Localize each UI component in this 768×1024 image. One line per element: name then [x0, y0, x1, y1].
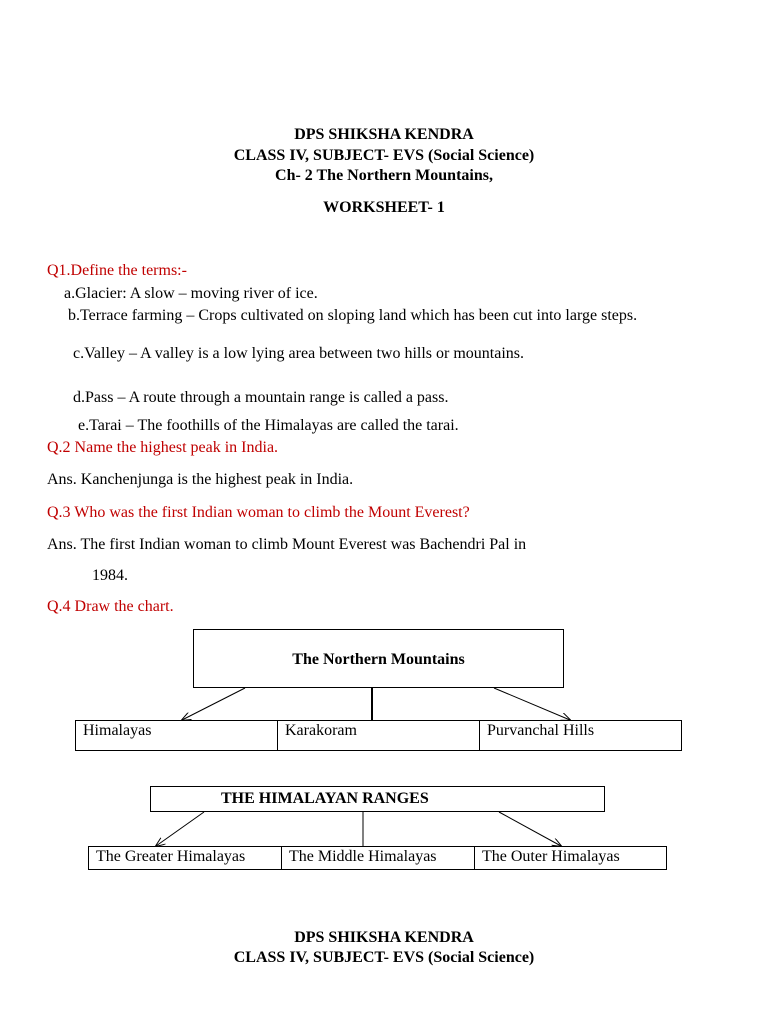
q1-item-d-marker: d. [73, 389, 85, 406]
q1-item-a-text: Glacier: A slow – moving river of ice. [75, 285, 318, 302]
chart1-child-himalayas: Himalayas [76, 721, 278, 750]
chart2-children-row [88, 846, 667, 870]
q2-question: Q.2 Name the highest peak in India. [47, 439, 279, 456]
chart1-child-purvanchal: Purvanchal Hills [487, 722, 595, 739]
school-name: DPS SHIKSHA KENDRA [294, 126, 474, 143]
chart1-child-karakoram: Karakoram [278, 721, 480, 750]
q1-item-e-text: Tarai – The foothills of the Himalayas are called the tarai. [89, 417, 459, 434]
chart2-title: THE HIMALAYAN RANGES [221, 790, 429, 807]
q4-question: Q.4 Draw the chart. [47, 598, 174, 615]
q1-item-c-marker: c. [73, 345, 85, 362]
q3-answer-line2: 1984. [92, 567, 128, 584]
footer-class-subject: CLASS IV, SUBJECT- EVS (Social Science) [233, 949, 535, 966]
chart2-child-greater: The Greater Himalayas [89, 847, 282, 869]
chart1-title: The Northern Mountains [292, 651, 465, 668]
q1-item-c-text: Valley – A valley is a low lying area between two hills or mountains. [84, 345, 525, 362]
q1-item-d-text: Pass – A route through a mountain range is called a pass. [85, 389, 449, 406]
chart2-arrow-right [499, 812, 561, 846]
chart2-child-outer: The Outer Himalayas [482, 848, 620, 865]
q1-item-a-marker: a. [64, 285, 76, 302]
q1-question: Q1.Define the terms:- [47, 262, 187, 279]
q1-item-b-text: Terrace farming – Crops cultivated on sloping land which has been cut into large steps. [80, 307, 638, 324]
chart2-child-middle: The Middle Himalayas [282, 847, 475, 869]
q3-answer-line1: Ans. The first Indian woman to climb Mount Everest was Bachendri Pal in [47, 536, 527, 553]
footer-school-name: DPS SHIKSHA KENDRA [294, 929, 474, 946]
class-subject: CLASS IV, SUBJECT- EVS (Social Science) [233, 147, 535, 164]
q1-item-e-marker: e. [78, 417, 90, 434]
chart2-arrow-left [156, 812, 204, 846]
q1-item-b-marker: b. [68, 307, 80, 324]
chapter-title: Ch- 2 The Northern Mountains, [275, 167, 493, 184]
q3-question: Q.3 Who was the first Indian woman to climb the Mount Everest? [47, 504, 470, 521]
q2-answer: Ans. Kanchenjunga is the highest peak in India. [47, 471, 354, 488]
worksheet-title: WORKSHEET- 1 [323, 199, 445, 216]
